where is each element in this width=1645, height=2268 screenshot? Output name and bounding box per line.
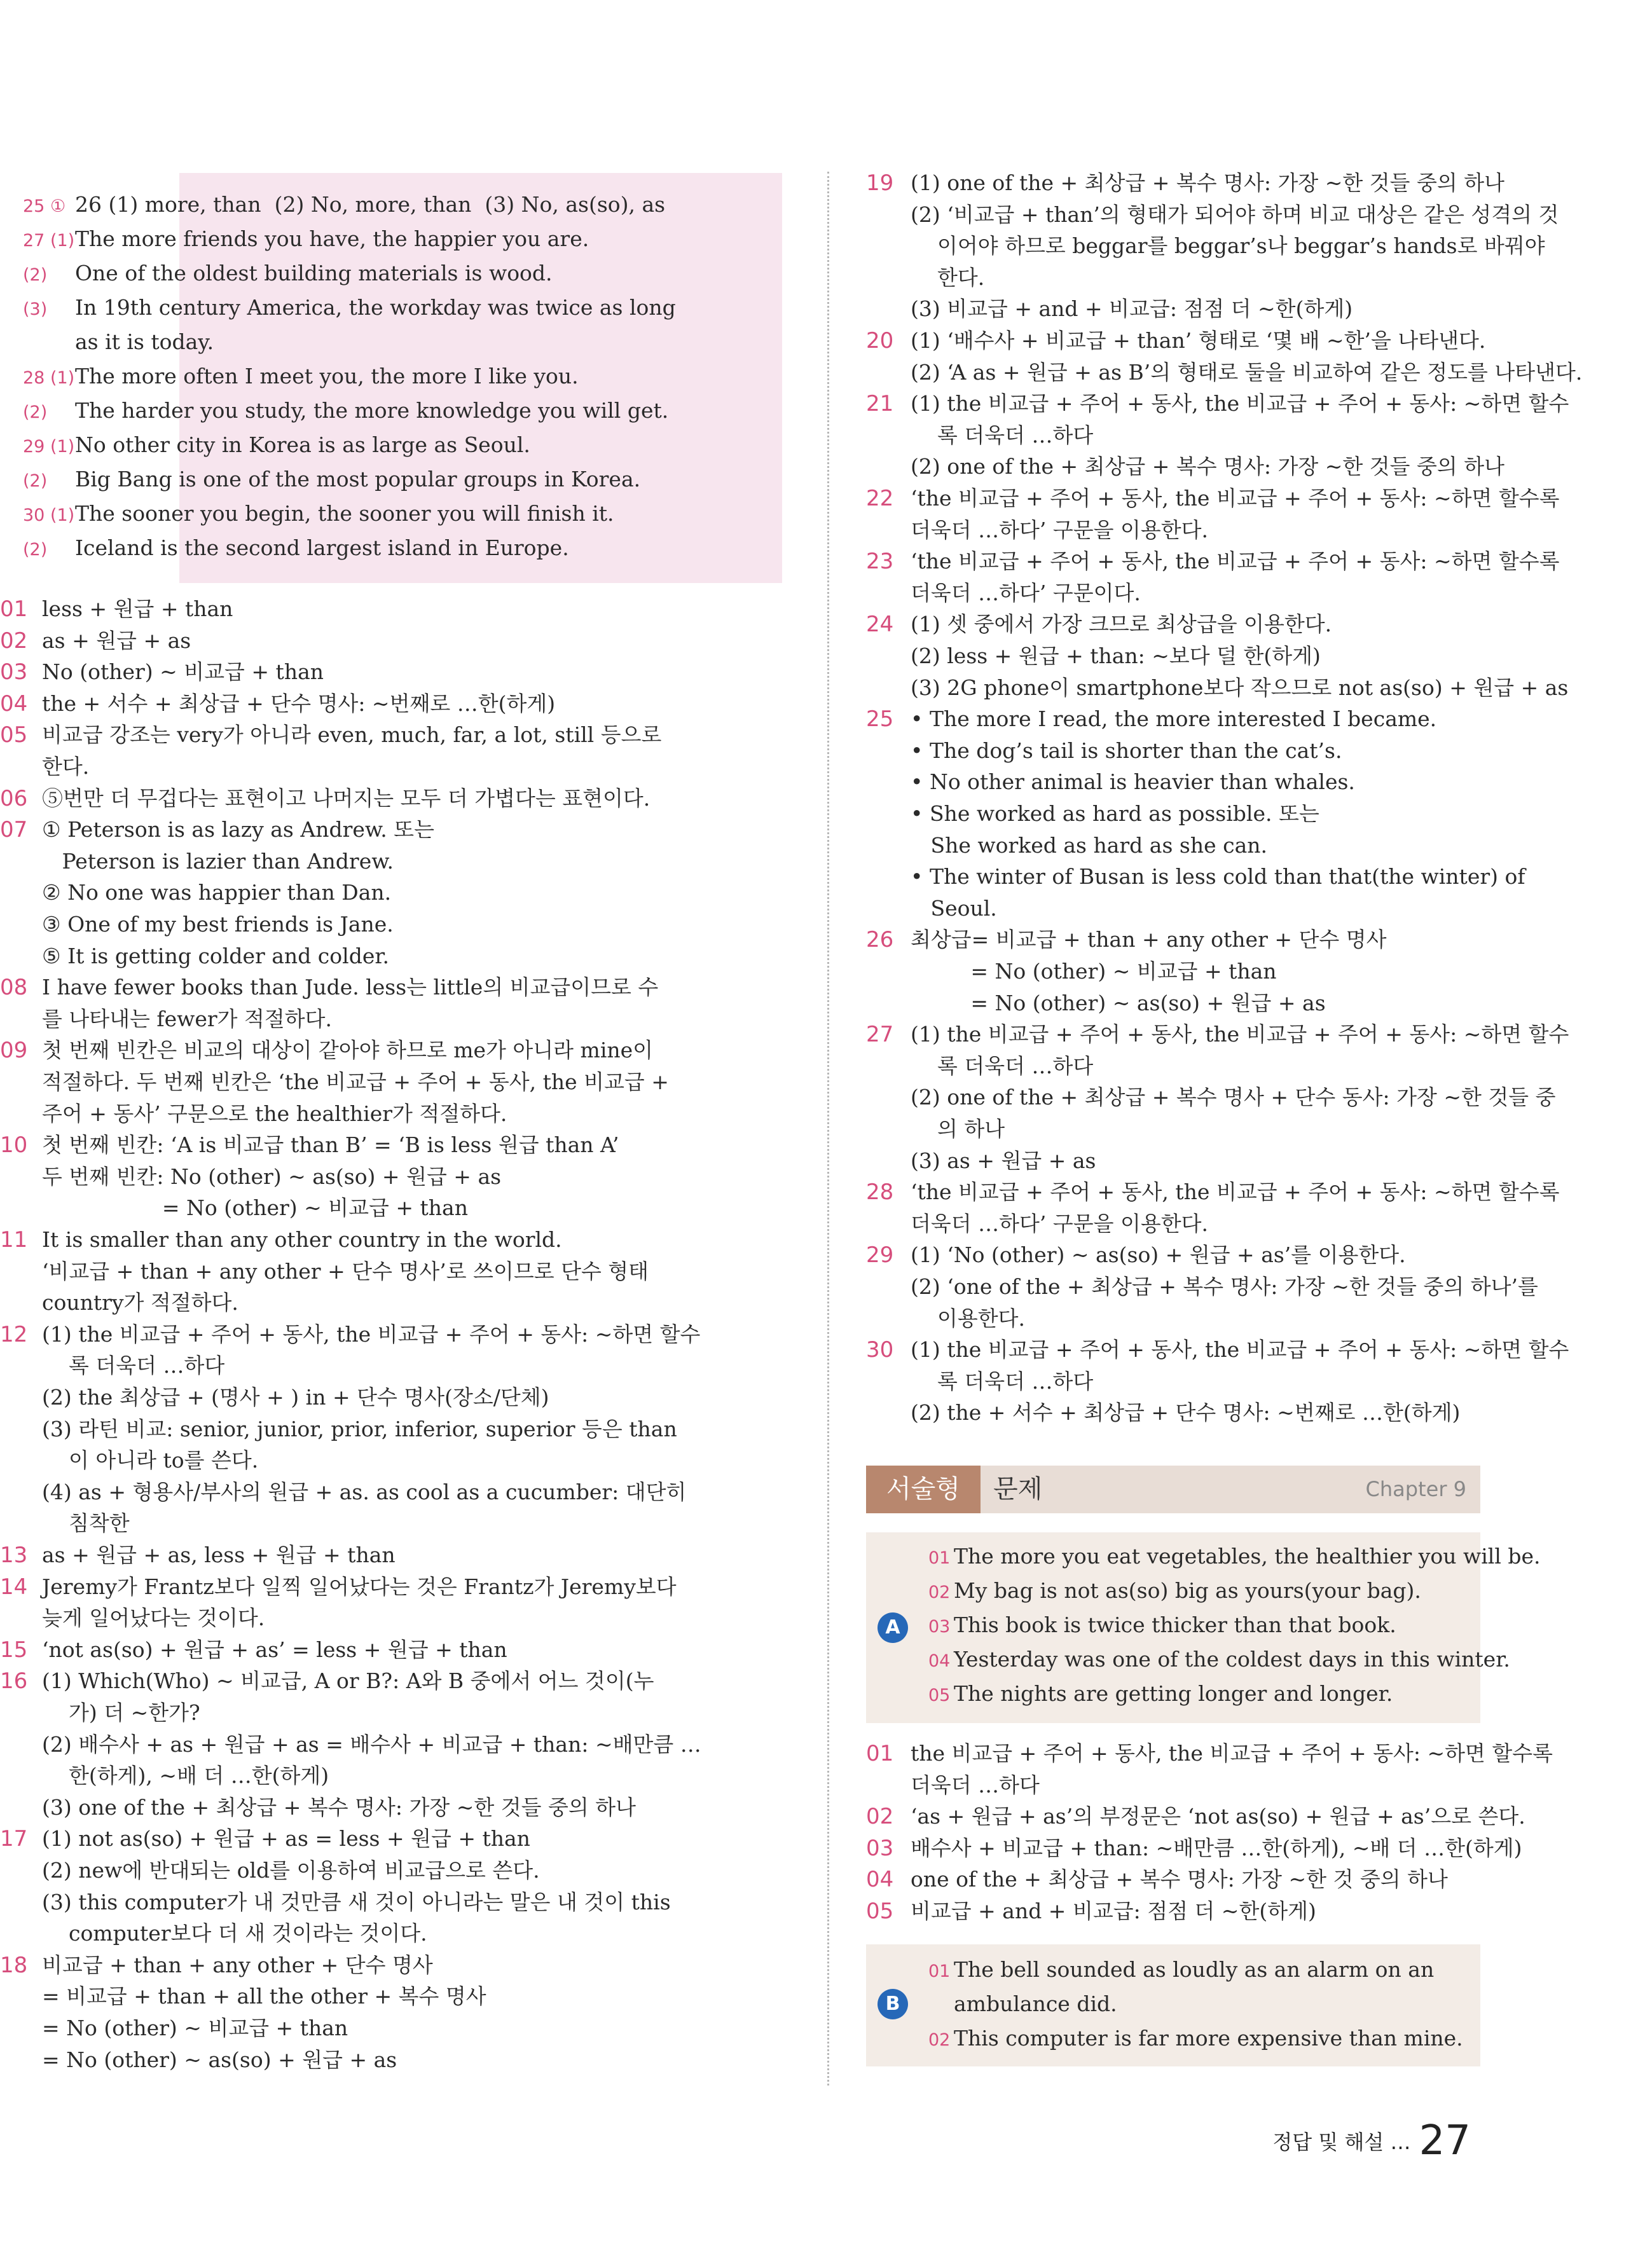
explanation-line (0, 658, 324, 686)
item-text: ‘as + 원급 + as’의 부정문은 ‘not as(so) + 원급 + as’으로 쓴다. (911, 1804, 1525, 1829)
item-text: • No other animal is heavier than whales. (911, 769, 1355, 795)
explanation-line (0, 753, 89, 781)
item-text: No (other) ~ 비교급 + than (42, 659, 324, 685)
item-text: 이 아니라 to를 쓴다. (42, 1448, 259, 1473)
item-number: 04 (928, 1651, 951, 1671)
summary-line (23, 500, 614, 530)
explanation-line (0, 1352, 224, 1380)
item-number: 04 (866, 1867, 894, 1893)
explanation-line (866, 642, 1321, 670)
summary-line (23, 191, 665, 221)
explanation-line (0, 1131, 619, 1159)
explanation-line (0, 1509, 130, 1537)
item-text: In 19th century America, the workday was twice as long (75, 295, 676, 320)
explanation-line (0, 1447, 258, 1474)
explanation-line (866, 1021, 1569, 1048)
summary-line (23, 362, 579, 392)
explanation-line (0, 816, 434, 844)
explanation-line (866, 516, 1208, 544)
item-text: 비교급 + and + 비교급: 점점 더 ~한(하게) (911, 1899, 1316, 1923)
explanation-line (866, 1178, 1560, 1206)
item-text: (2) the 최상급 + (명사 + ) in + 단수 명사(장소/단체) (42, 1385, 549, 1410)
item-text: = No (other) ~ 비교급 + than (42, 2016, 348, 2040)
explanation-line (0, 1951, 433, 1979)
explanation-line (866, 1368, 1093, 1396)
item-text: ① Peterson is as lazy as Andrew. 또는 (42, 817, 434, 842)
explanation-line (866, 359, 1582, 387)
item-text: (1) the 비교급 + 주어 + 동사, the 비교급 + 주어 + 동사: ~하면 할수 (911, 1022, 1569, 1047)
explanation-line (0, 1321, 700, 1349)
item-text: 록 더욱더 …하다 (42, 1353, 225, 1378)
explanation-line (0, 848, 394, 876)
item-text: 록 더욱더 …하다 (911, 1368, 1094, 1394)
item-number: 07 (0, 817, 28, 843)
item-text: 한다. (42, 754, 90, 779)
explanation-line (0, 2046, 397, 2074)
explanation-line (866, 895, 997, 923)
item-text: 첫 번째 빈칸: ‘A is 비교급 than B’ = ‘B is less 원급 than A’ (42, 1132, 619, 1158)
item-number: 15 (0, 1637, 28, 1663)
item-text: the + 서수 + 최상급 + 단수 명사: ~번째로 …한(하게) (42, 691, 556, 716)
item-text: • She worked as hard as possible. 또는 (911, 801, 1319, 826)
section-tag: 서술형 (866, 1466, 981, 1513)
explanation-line (866, 1866, 1448, 1893)
explanation-line (866, 327, 1485, 355)
item-number: 04 (0, 691, 28, 717)
item-text: (4) as + 형용사/부사의 원급 + as. as cool as a cucumber: 대단히 (42, 1479, 687, 1504)
explanation-line (0, 1604, 265, 1632)
item-number: 21 (866, 391, 894, 417)
explanation-line (866, 705, 1436, 733)
item-number: 02 (866, 1804, 894, 1830)
explanation-line (0, 1068, 669, 1096)
item-text: The harder you study, the more knowledge you will get. (75, 398, 669, 423)
item-text: (3) 라틴 비교: senior, junior, prior, inferior, superior 등은 than (42, 1416, 677, 1441)
item-text: = No (other) ~ 비교급 + than (42, 1195, 468, 1221)
item-text: The bell sounded as loudly as an alarm on an (954, 1957, 1435, 1982)
item-text: 한(하게), ~배 더 …한(하게) (42, 1763, 329, 1789)
explanation-line (0, 1163, 501, 1191)
summary-line (23, 259, 553, 289)
item-text: 록 더욱더 …하다 (911, 1053, 1094, 1078)
item-text: = No (other) ~ as(so) + 원급 + as (911, 990, 1326, 1015)
item-number: 03 (866, 1835, 894, 1861)
item-number: 03 (928, 1617, 951, 1637)
item-text: ‘the 비교급 + 주어 + 동사, the 비교급 + 주어 + 동사: ~하면 할수록 (911, 1179, 1560, 1205)
item-text: ③ One of my best friends is Jane. (42, 912, 394, 937)
explanation-line (0, 1100, 507, 1128)
item-text: = 비교급 + than + all the other + 복수 명사 (42, 1984, 486, 2009)
item-text: 배수사 + 비교급 + than: ~배만큼 …한(하게), ~배 더 …한(하게) (911, 1835, 1522, 1860)
explanation-line (866, 832, 1267, 860)
explanation-line (0, 690, 555, 718)
explanation-line (0, 1983, 486, 2010)
item-text: (1) not as(so) + 원급 + as = less + 원급 + than (42, 1826, 530, 1852)
answer-line (928, 1543, 1541, 1572)
footer-label: 정답 및 해설 … (1272, 2130, 1411, 2154)
column-divider (827, 172, 829, 2086)
explanation-line (0, 1258, 649, 1286)
explanation-line (866, 1803, 1525, 1831)
explanation-line (0, 1384, 549, 1412)
item-text: The nights are getting longer and longer. (954, 1681, 1393, 1706)
item-text: This computer is far more expensive than mine. (954, 2026, 1463, 2051)
explanation-line (866, 674, 1568, 702)
item-text: 가) 더 ~한가? (42, 1700, 200, 1725)
item-number: 29 (1) (23, 437, 75, 457)
item-number: 24 (866, 612, 894, 638)
explanation-line (866, 863, 1525, 891)
item-number: 11 (0, 1227, 28, 1253)
explanation-line (0, 1573, 677, 1601)
item-text: Yesterday was one of the coldest days in this winter. (954, 1647, 1510, 1672)
explanation-line (0, 1478, 686, 1506)
explanation-line (0, 879, 391, 907)
explanation-line (866, 1399, 1460, 1427)
item-number: 30 (866, 1337, 894, 1363)
item-text: ‘the 비교급 + 주어 + 동사, the 비교급 + 주어 + 동사: ~하면 할수록 (911, 549, 1560, 574)
item-number: 20 (866, 328, 894, 354)
item-number: 23 (866, 549, 894, 575)
explanation-line (0, 2014, 348, 2042)
item-text: 더욱더 …하다 (911, 1772, 1040, 1797)
item-number: (2) (23, 471, 48, 491)
answer-line (928, 1680, 1393, 1710)
explanation-line (866, 610, 1332, 638)
item-text: (2) 배수사 + as + 원급 + as = 배수사 + 비교급 + than: ~배만큼 … (42, 1731, 701, 1757)
explanation-line (866, 958, 1277, 986)
summary-line (23, 397, 668, 427)
explanation-line (0, 1762, 329, 1790)
item-text: Peterson is lazier than Andrew. (42, 848, 394, 874)
explanation-line (866, 800, 1319, 828)
item-text: computer보다 더 새 것이라는 것이다. (42, 1921, 427, 1946)
explanation-line (866, 1771, 1040, 1799)
explanation-line (0, 1636, 507, 1664)
item-text: 더욱더 …하다’ 구문이다. (911, 580, 1141, 605)
item-number: 01 (928, 1962, 951, 1981)
item-number: 25 (866, 706, 894, 732)
item-text: (1) 셋 중에서 가장 크므로 최상급을 이용한다. (911, 612, 1332, 637)
answer-line (928, 1646, 1510, 1675)
explanation-line (866, 1052, 1093, 1080)
item-text: 의 하나 (911, 1117, 1005, 1141)
item-text: ambulance did. (954, 1991, 1117, 2016)
item-text: (2) the + 서수 + 최상급 + 단수 명사: ~번째로 …한(하게) (911, 1400, 1461, 1426)
item-text: Iceland is the second largest island in Europe. (75, 535, 569, 560)
explanation-line (0, 1731, 701, 1759)
item-text: ‘the 비교급 + 주어 + 동사, the 비교급 + 주어 + 동사: ~하면 할수록 (911, 486, 1560, 511)
item-text: as it is today. (75, 329, 214, 354)
item-text: Seoul. (911, 895, 997, 921)
explanation-line (0, 1005, 332, 1033)
item-text: = No (other) ~ 비교급 + than (911, 959, 1277, 984)
item-text: ⑤번만 더 무겁다는 표현이고 나머지는 모두 더 가볍다는 표현이다. (42, 785, 650, 811)
item-text: (2) ‘one of the + 최상급 + 복수 명사: 가장 ~한 것들 중의 하나’를 (911, 1274, 1538, 1299)
item-text: 한다. (911, 265, 985, 290)
item-text: • The more I read, the more interested I became. (911, 706, 1437, 732)
item-text: • The winter of Busan is less cold than that(the winter) of (911, 864, 1525, 890)
item-number: (3) (23, 299, 48, 319)
item-text: 첫 번째 빈칸은 비교의 대상이 같아야 하므로 me가 아니라 mine이 (42, 1038, 654, 1063)
item-text: 비교급 강조는 very가 아니라 even, much, far, a lot, still 등으로 (42, 722, 662, 748)
item-number: 12 (0, 1321, 28, 1347)
item-number: 19 (866, 170, 894, 196)
explanation-line (0, 627, 191, 655)
explanation-line (0, 1194, 468, 1222)
explanation-line (0, 1699, 200, 1727)
item-number: 18 (0, 1952, 28, 1978)
item-text: • The dog’s tail is shorter than the cat’s. (911, 738, 1342, 763)
item-text: 늦게 일어났다는 것이다. (42, 1605, 265, 1631)
item-text: No other city in Korea is as large as Seoul. (75, 432, 530, 457)
explanation-line (0, 785, 650, 813)
explanation-line (0, 1036, 653, 1064)
explanation-line (866, 989, 1326, 1017)
item-number: 02 (0, 628, 28, 654)
item-text: 록 더욱더 …하다 (911, 422, 1094, 448)
explanation-line (866, 1897, 1316, 1925)
item-text: less + 원급 + than (42, 596, 233, 621)
explanation-line (866, 264, 984, 292)
explanation-line (0, 942, 389, 970)
explanation-line (0, 1415, 677, 1443)
explanation-line (866, 169, 1504, 197)
item-text: This book is twice thicker than that book. (954, 1612, 1396, 1637)
item-text: Jeremy가 Frantz보다 일찍 일어났다는 것은 Frantz가 Jeremy보다 (42, 1574, 677, 1599)
explanation-line (866, 1210, 1208, 1238)
item-text: It is smaller than any other country in the world. (42, 1227, 562, 1252)
answer-line (928, 1577, 1421, 1607)
answer-line (928, 1956, 1434, 1986)
explanation-line (0, 1226, 562, 1254)
item-text: 비교급 + than + any other + 단수 명사 (42, 1952, 433, 1977)
badge-b: B (878, 1989, 908, 2019)
summary-line (23, 225, 589, 255)
explanation-line (866, 926, 1387, 954)
item-number: (2) (23, 265, 48, 285)
item-text: (3) one of the + 최상급 + 복수 명사: 가장 ~한 것들 중의 하나 (42, 1794, 637, 1820)
section-header (866, 1466, 1480, 1513)
item-text: (1) the 비교급 + 주어 + 동사, the 비교급 + 주어 + 동사: ~하면 할수 (911, 391, 1569, 416)
explanation-line (0, 721, 661, 749)
explanation-line (866, 1305, 1025, 1333)
item-number: 16 (0, 1668, 28, 1694)
item-text: (3) this computer가 내 것만큼 새 것이 아니라는 말은 내 것이 this (42, 1889, 671, 1914)
item-text: The sooner you begin, the sooner you will finish it. (75, 501, 614, 526)
item-number: 22 (866, 486, 894, 511)
explanation-line (866, 1241, 1406, 1269)
item-text: 를 나타내는 fewer가 적절하다. (42, 1006, 333, 1031)
item-number: 05 (928, 1686, 951, 1705)
item-text: The more you eat vegetables, the healthier you will be. (954, 1544, 1541, 1569)
item-text: Big Bang is one of the most popular groups in Korea. (75, 467, 641, 491)
item-number: 06 (0, 785, 28, 811)
item-text: (2) ‘비교급 + than’의 형태가 되어야 하며 비교 대상은 같은 성격의 것 (911, 202, 1559, 227)
answer-line (928, 2024, 1463, 2054)
item-text: (2) less + 원급 + than: ~보다 덜 한(하게) (911, 643, 1321, 668)
item-text: One of the oldest building materials is wood. (75, 261, 553, 285)
page-number: 27 (1419, 2117, 1471, 2164)
item-text: (1) one of the + 최상급 + 복수 명사: 가장 ~한 것들 중의 하나 (911, 170, 1505, 195)
item-number: 28 (1) (23, 368, 75, 388)
item-text: as + 원급 + as (42, 628, 191, 653)
explanation-line (0, 1794, 636, 1822)
page-footer (1272, 2117, 1471, 2164)
answer-line (928, 1990, 1117, 2018)
item-text: ‘not as(so) + 원급 + as’ = less + 원급 + than (42, 1637, 507, 1662)
item-text: ② No one was happier than Dan. (42, 880, 392, 905)
explanation-line (866, 737, 1342, 765)
item-text: country가 적절하다. (42, 1290, 238, 1316)
explanation-line (866, 390, 1569, 418)
item-text: 더욱더 …하다’ 구문을 이용한다. (911, 517, 1208, 542)
item-number: 05 (866, 1899, 894, 1924)
item-number: 10 (0, 1132, 28, 1158)
explanation-line (0, 1888, 671, 1916)
explanation-line (866, 1147, 1096, 1175)
item-text: The more friends you have, the happier you are. (75, 226, 589, 251)
item-text: 이어야 하므로 beggar를 beggar’s나 beggar’s hands로 바꿔야 (911, 233, 1545, 259)
explanation-line (0, 973, 658, 1001)
item-text: My bag is not as(so) big as yours(your bag). (954, 1578, 1421, 1603)
explanation-line (0, 1667, 654, 1695)
explanation-line (0, 1920, 427, 1948)
explanation-line (866, 1834, 1522, 1862)
item-text: The more often I meet you, the more I like you. (75, 364, 579, 388)
summary-line (23, 534, 569, 564)
explanation-line (0, 1857, 540, 1885)
item-text: (2) new에 반대되는 old를 이용하여 비교급으로 쓴다. (42, 1858, 540, 1883)
item-number: 01 (928, 1548, 951, 1568)
explanation-line (866, 547, 1560, 575)
chapter-label: Chapter 9 (1365, 1477, 1466, 1501)
item-number: 28 (866, 1179, 894, 1206)
item-number: 08 (0, 975, 28, 1001)
item-text: 침착한 (42, 1511, 130, 1536)
item-number: 03 (0, 659, 28, 685)
item-text: I have fewer books than Jude. less는 little의 비교급이므로 수 (42, 975, 659, 1000)
answer-line (928, 1611, 1396, 1641)
item-number: (2) (23, 402, 48, 422)
explanation-line (0, 1289, 238, 1317)
item-text: (1) Which(Who) ~ 비교급, A or B?: A와 B 중에서 어느 것이(누 (42, 1668, 654, 1694)
explanation-line (866, 232, 1545, 260)
summary-line (23, 294, 676, 324)
item-text: 최상급= 비교급 + than + any other + 단수 명사 (911, 927, 1387, 952)
item-text: the 비교급 + 주어 + 동사, the 비교급 + 주어 + 동사: ~하면 할수록 (911, 1741, 1553, 1766)
item-number: 29 (866, 1242, 894, 1268)
explanation-line (0, 1541, 396, 1569)
explanation-line (866, 579, 1141, 607)
item-text: (1) the 비교급 + 주어 + 동사, the 비교급 + 주어 + 동사: ~하면 할수 (42, 1321, 701, 1347)
item-number: 01 (866, 1741, 894, 1766)
item-number: 25 ① (23, 196, 66, 216)
item-text: (2) ‘A as + 원급 + as B’의 형태로 둘을 비교하여 같은 정도를 나타낸다. (911, 359, 1583, 385)
explanation-line (866, 1273, 1538, 1301)
item-number: 27 (1) (23, 231, 75, 251)
item-text: (3) 비교급 + and + 비교급: 점점 더 ~한(하게) (911, 296, 1353, 322)
item-text: 이용한다. (911, 1305, 1025, 1331)
item-text: (3) 2G phone이 smartphone보다 작으므로 not as(so) + 원급 + as (911, 675, 1569, 700)
item-text: = No (other) ~ as(so) + 원급 + as (42, 2047, 397, 2072)
explanation-line (0, 595, 233, 623)
item-text: (1) the 비교급 + 주어 + 동사, the 비교급 + 주어 + 동사: ~하면 할수 (911, 1337, 1569, 1363)
item-number: 05 (0, 722, 28, 748)
item-number: 09 (0, 1038, 28, 1064)
item-number: 02 (928, 1583, 951, 1602)
item-text: 적절하다. 두 번째 빈칸은 ‘the 비교급 + 주어 + 동사, the 비교급 + (42, 1069, 669, 1094)
item-number: 30 (1) (23, 505, 75, 525)
item-text: ‘비교급 + than + any other + 단수 명사’로 쓰이므로 단수 형태 (42, 1258, 649, 1284)
summary-line (23, 328, 214, 356)
explanation-line (866, 295, 1352, 323)
item-number: 27 (866, 1022, 894, 1048)
item-text: (1) ‘No (other) ~ as(so) + 원급 + as’를 이용한다. (911, 1242, 1406, 1268)
badge-a: A (878, 1612, 908, 1643)
explanation-line (866, 453, 1504, 481)
item-text: (3) as + 원급 + as (911, 1148, 1096, 1173)
item-text: 두 번째 빈칸: No (other) ~ as(so) + 원급 + as (42, 1164, 502, 1189)
item-number: 13 (0, 1543, 28, 1568)
explanation-line (866, 1336, 1569, 1364)
explanation-line (0, 911, 394, 938)
explanation-line (866, 768, 1355, 796)
item-text: 26 (1) more, than (2) No, more, than (3) No, as(so), as (75, 192, 666, 217)
item-number: 26 (866, 927, 894, 953)
explanation-line (866, 201, 1559, 229)
item-text: (1) ‘배수사 + 비교급 + than’ 형태로 ‘몇 배 ~한’을 나타낸다. (911, 328, 1486, 353)
item-number: 02 (928, 2030, 951, 2050)
item-text: ⑤ It is getting colder and colder. (42, 943, 389, 968)
explanation-line (866, 1740, 1553, 1768)
item-text: 주어 + 동사’ 구문으로 the healthier가 적절하다. (42, 1101, 507, 1126)
item-text: 더욱더 …하다’ 구문을 이용한다. (911, 1211, 1208, 1236)
explanation-line (866, 1083, 1556, 1111)
item-number: 14 (0, 1574, 28, 1600)
summary-line (23, 431, 530, 461)
item-text: She worked as hard as she can. (911, 832, 1267, 858)
item-text: (2) one of the + 최상급 + 복수 명사: 가장 ~한 것들 중의 하나 (911, 454, 1505, 479)
item-text: as + 원급 + as, less + 원급 + than (42, 1543, 396, 1567)
summary-line (23, 465, 640, 495)
explanation-line (0, 1825, 530, 1853)
item-number: (2) (23, 540, 48, 560)
item-number: 01 (0, 596, 28, 622)
item-text: one of the + 최상급 + 복수 명사: 가장 ~한 것 중의 하나 (911, 1867, 1448, 1892)
explanation-line (866, 1115, 1005, 1143)
explanation-line (866, 485, 1560, 512)
item-text: (2) one of the + 최상급 + 복수 명사 + 단수 동사: 가장 ~한 것들 중 (911, 1085, 1556, 1110)
item-number: 17 (0, 1826, 28, 1852)
explanation-line (866, 422, 1093, 450)
section-title: 문제 (993, 1474, 1043, 1504)
